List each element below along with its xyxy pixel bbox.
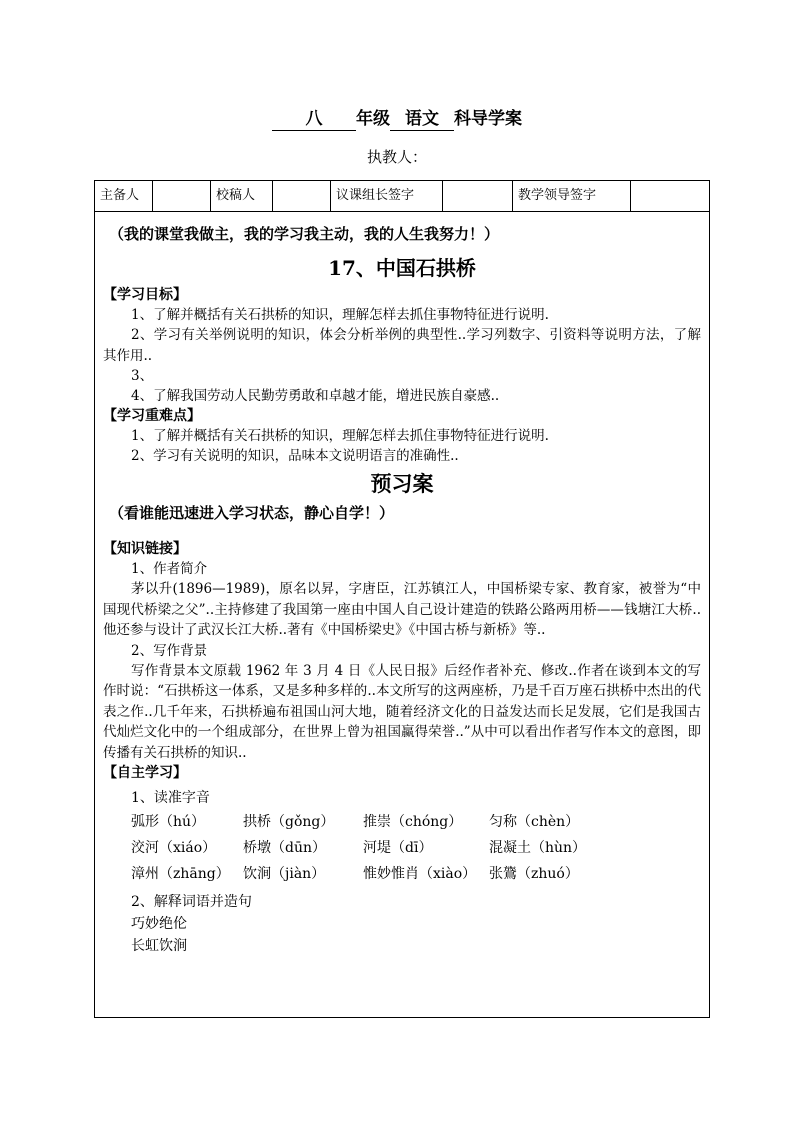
pinyin-word: 漳州（zhāng） bbox=[131, 866, 230, 882]
key-points-heading: 【学习重难点】 bbox=[103, 408, 201, 424]
pinyin-row bbox=[103, 835, 701, 861]
pronunciation-subheading: 1、读准字音 bbox=[131, 790, 210, 806]
key-point-item: 1、了解并概括有关石拱桥的知识，理解怎样去抓住事物特征进行说明. bbox=[131, 428, 549, 444]
sig-label-main-preparer: 主备人 bbox=[95, 181, 153, 211]
pinyin-word: 张鷟（zhuó） bbox=[489, 866, 579, 882]
worksheet-box bbox=[94, 180, 710, 1018]
goal-item: 3、 bbox=[131, 368, 154, 384]
class-motto: （我的课堂我做主，我的学习我主动，我的人生我努力！） bbox=[109, 225, 500, 243]
pinyin-word: 推崇（chóng） bbox=[363, 814, 463, 830]
subject-suffix: 科导学案 bbox=[454, 109, 522, 129]
subject-blank: 语文 bbox=[390, 104, 454, 131]
goal-item: 2、学习有关举例说明的知识，体会分析举例的典型性..学习列数字、引资料等说明方法，了解其作用.. bbox=[103, 327, 701, 364]
pinyin-word: 混凝土（hùn） bbox=[489, 840, 587, 856]
pinyin-word: 河堤（dī） bbox=[363, 840, 433, 856]
sig-field-group-leader[interactable] bbox=[443, 181, 513, 211]
goal-item: 1、了解并概括有关石拱桥的知识，理解怎样去抓住事物特征进行说明. bbox=[131, 307, 549, 323]
pinyin-word: 惟妙惟肖（xiào） bbox=[363, 866, 477, 882]
vocab-subheading: 2、解释词语并造句 bbox=[131, 894, 252, 910]
goal-item: 4、了解我国劳动人民勤劳勇敢和卓越才能，增进民族自豪感.. bbox=[131, 388, 500, 404]
lesson-title: 17、中国石拱桥 bbox=[328, 256, 476, 280]
signature-row bbox=[95, 181, 709, 212]
sig-label-proofreader: 校稿人 bbox=[211, 181, 273, 211]
pinyin-word: 桥墩（dūn） bbox=[243, 840, 326, 856]
preview-title: 预习案 bbox=[370, 471, 434, 496]
grade-blank: 八 bbox=[272, 104, 356, 131]
pinyin-word: 匀称（chèn） bbox=[489, 814, 580, 830]
background-subheading: 2、写作背景 bbox=[131, 642, 208, 659]
author-intro-subheading: 1、作者简介 bbox=[131, 561, 208, 577]
goals-heading: 【学习目标】 bbox=[103, 287, 187, 303]
vocab-word: 巧妙绝伦 bbox=[131, 916, 187, 932]
pinyin-row bbox=[103, 809, 701, 835]
knowledge-heading: 【知识链接】 bbox=[103, 541, 187, 557]
pinyin-word: 饮涧（jiàn） bbox=[243, 866, 326, 882]
sig-label-group-leader: 议课组长签字 bbox=[331, 181, 443, 211]
pinyin-word: 拱桥（gǒng） bbox=[243, 814, 335, 830]
author-label: 执教人： bbox=[366, 148, 427, 166]
key-point-item: 2、学习有关说明的知识，品味本文说明语言的准确性.. bbox=[131, 448, 459, 464]
sig-label-teaching-leader: 教学领导签字 bbox=[513, 181, 631, 211]
page-title bbox=[0, 104, 794, 131]
author-intro-text: 茅以升(1896—1989)，原名以昇，字唐臣，江苏镇江人，中国桥梁专家、教育家，被誉为“中国现代桥梁之父”..主持修建了我国第一座由中国人自己设计建造的铁路公路两用桥——钱塘江大桥..他还参与设计了武汉长江大桥..著有《中国桥梁史》《中国古桥与新桥》等.. bbox=[103, 581, 701, 638]
pinyin-word: 洨河（xiáo） bbox=[131, 840, 217, 856]
worksheet-content bbox=[95, 212, 709, 957]
sig-field-main-preparer[interactable] bbox=[153, 181, 211, 211]
vocab-word: 长虹饮涧 bbox=[131, 938, 187, 954]
background-text: 写作背景本文原载 1962 年 3 月 4 日《人民日报》后经作者补充、修改..作者在谈到本文的写作时说：“石拱桥这一体系，又是多种多样的..本文所写的这两座桥，乃是千百万座石拱桥中杰出的代表之作..几千年来，石拱桥遍布祖国山河大地，随着经济文化的日益发达而长足发展，它们是我国古代灿烂文化中的一个组成部分，在世界上曾为祖国赢得荣誉..”从中可以看出作者写作本文的意图，即传播有关石拱桥的知识.. bbox=[103, 662, 701, 761]
sig-field-teaching-leader[interactable] bbox=[631, 181, 709, 211]
pinyin-word: 弧形（hú） bbox=[131, 814, 206, 830]
preview-motto: （看谁能迅速进入学习状态，静心自学！） bbox=[109, 504, 395, 522]
pinyin-row bbox=[103, 861, 701, 887]
grade-suffix: 年级 bbox=[356, 109, 390, 129]
sig-field-proofreader[interactable] bbox=[273, 181, 331, 211]
self-study-heading: 【自主学习】 bbox=[103, 765, 187, 781]
